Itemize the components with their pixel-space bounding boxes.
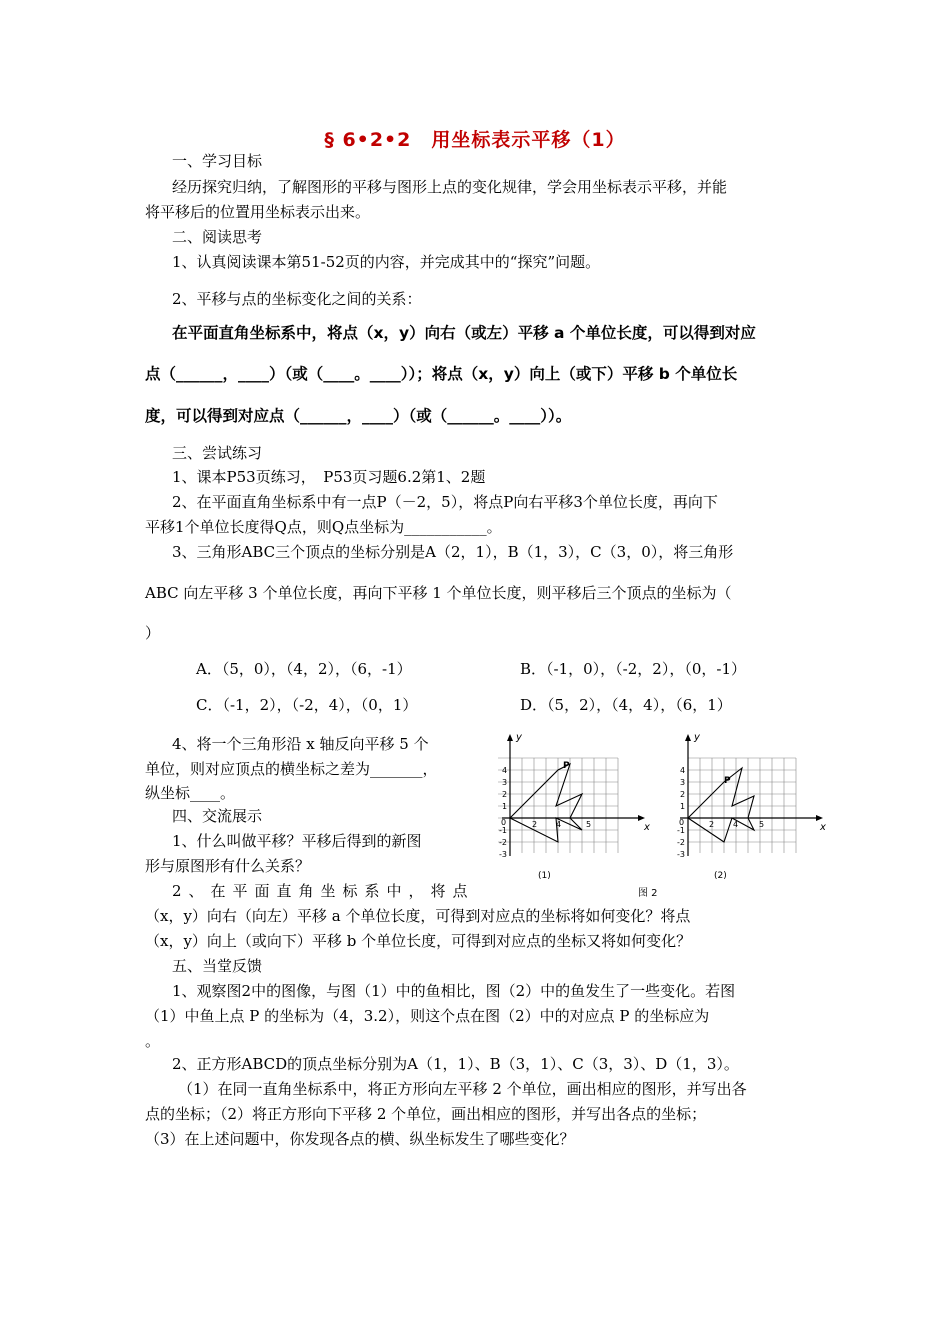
feedback-item-1-line-1: 1、观察图2中的图像，与图（1）中的鱼相比，图（2）中的鱼发生了一些变化。若图 <box>172 982 736 1000</box>
option-c: C．（-1，2），（-2，4），（0，1） <box>196 696 418 714</box>
section-heading-reading: 二、阅读思考 <box>172 228 263 246</box>
feedback-item-1-line-3: 。 <box>145 1032 161 1050</box>
y-tick: 1 <box>680 802 686 811</box>
x-axis-label-2: x <box>820 822 826 833</box>
x-tick: 2 <box>532 820 538 829</box>
x-tick: 4 <box>733 820 739 829</box>
page-title: § 6•2•2 用坐标表示平移（1） <box>324 129 626 151</box>
x-tick: 4 <box>556 820 562 829</box>
point-p-label-2: P <box>724 776 731 786</box>
discussion-item-1-line-1: 1、什么叫做平移？平移后得到的新图 <box>172 832 422 850</box>
section-heading-discussion: 四、交流展示 <box>172 807 263 825</box>
translation-rule-line-1: 在平面直角坐标系中，将点（x，y）向右（或左）平移 a 个单位长度，可以得到对应 <box>172 324 756 342</box>
origin-label-2: 0 <box>679 818 685 827</box>
feedback-item-2-line-1: 2、正方形ABCD的顶点坐标分别为A（1，1）、B（3，1）、C（3，3）、D（1，3）。 <box>172 1055 739 1073</box>
section-heading-practice: 三、尝试练习 <box>172 444 263 462</box>
y-tick: 4 <box>502 766 508 775</box>
y-tick: 1 <box>502 802 508 811</box>
feedback-item-2-line-3: 点的坐标；（2）将正方形向下平移 2 个单位，画出相应的图形，并写出各点的坐标； <box>145 1105 707 1123</box>
practice-item-4-line-1: 4、将一个三角形沿 x 轴反向平移 5 个 <box>172 735 429 753</box>
feedback-item-1-line-2: （1）中鱼上点 P 的坐标为（4，3.2），则这个点在图（2）中的对应点 P 的坐标应为 <box>145 1007 710 1025</box>
discussion-item-2-line-2: （x，y）向右（向左）平移 a 个单位长度，可得到对应点的坐标将如何变化？将点 <box>145 907 691 925</box>
discussion-item-2-line-1: 2、在平面直角坐标系中，将点 <box>172 882 475 900</box>
y-tick: -3 <box>499 850 507 859</box>
option-b: B．（-1，0），（-2，2），（0，-1） <box>520 660 746 678</box>
section-heading-goals: 一、学习目标 <box>172 152 263 170</box>
practice-item-4-line-3: 纵坐标____。 <box>145 784 236 802</box>
y-tick: 3 <box>680 778 686 787</box>
graph-1 <box>498 732 650 881</box>
option-d: D．（5，2），（4，4），（6，1） <box>520 696 732 714</box>
y-tick: -2 <box>677 838 685 847</box>
subfigure-2-label: (2) <box>714 871 727 881</box>
section-heading-feedback: 五、当堂反馈 <box>172 957 263 975</box>
origin-label-1: 0 <box>501 818 507 827</box>
discussion-item-1-line-2: 形与原图形有什么关系？ <box>145 857 311 875</box>
y-axis-label-1: y <box>516 732 522 743</box>
feedback-item-2-line-4: （3）在上述问题中，你发现各点的横、纵坐标发生了哪些变化？ <box>145 1130 575 1148</box>
practice-item-1: 1、课本P53页练习， P53页习题6.2第1、2题 <box>172 468 486 486</box>
y-tick: 2 <box>680 790 686 799</box>
fish-shape-2 <box>688 768 754 842</box>
practice-item-3-line-3: ） <box>145 624 161 642</box>
y-tick: -1 <box>499 826 507 835</box>
x-axis-label-1: x <box>644 822 650 833</box>
graph-2 <box>677 732 826 881</box>
y-tick: 3 <box>502 778 508 787</box>
practice-item-3-line-1: 3、三角形ABC三个顶点的坐标分别是A（2，1），B（1，3），C（3，0），将三角形 <box>172 543 734 561</box>
figure-caption: 图 2 <box>638 888 658 899</box>
reading-item-2: 2、平移与点的坐标变化之间的关系： <box>172 290 422 308</box>
x-tick: 5 <box>586 820 592 829</box>
feedback-item-2-line-2: （1）在同一直角坐标系中，将正方形向左平移 2 个单位，画出相应的图形，并写出各 <box>178 1080 747 1098</box>
option-a: A．（5，0），（4，2），（6，-1） <box>196 660 412 678</box>
x-tick: 5 <box>759 820 765 829</box>
grid-2 <box>688 758 796 853</box>
y-tick: -3 <box>677 850 685 859</box>
goals-text-line-2: 将平移后的位置用坐标表示出来。 <box>145 203 371 221</box>
y-tick: 2 <box>502 790 508 799</box>
practice-item-3-line-2: ABC 向左平移 3 个单位长度，再向下平移 1 个单位长度，则平移后三个顶点的坐标为（ <box>145 584 732 602</box>
practice-item-2-line-2: 平移1个单位长度得Q点，则Q点坐标为___________。 <box>145 518 502 536</box>
point-p-label-1: P <box>563 761 570 771</box>
subfigure-1-label: (1) <box>538 871 551 881</box>
practice-item-4-line-2: 单位，则对应顶点的横坐标之差为_______， <box>145 760 438 778</box>
y-tick: -1 <box>677 826 685 835</box>
translation-rule-line-3: 度，可以得到对应点（______，____）（或（______。____））。 <box>145 407 572 425</box>
y-axis-label-2: y <box>694 732 700 743</box>
translation-rule-line-2: 点（______，____）（或（____。____））；将点（x，y）向上（或下）平移 b 个单位长 <box>145 365 738 383</box>
x-tick: 2 <box>709 820 715 829</box>
goals-text-line-1: 经历探究归纳，了解图形的平移与图形上点的变化规律，学会用坐标表示平移，并能 <box>172 178 728 196</box>
figure-2-fish-translation <box>488 728 833 900</box>
y-tick: -2 <box>499 838 507 847</box>
reading-item-1: 1、认真阅读课本第51-52页的内容，并完成其中的“探究”问题。 <box>172 253 601 271</box>
discussion-item-2-line-3: （x，y）向上（或向下）平移 b 个单位长度，可得到对应点的坐标又将如何变化？ <box>145 932 692 950</box>
practice-item-2-line-1: 2、在平面直角坐标系中有一点P（－2，5），将点P向右平移3个单位长度，再向下 <box>172 493 718 511</box>
y-tick: 4 <box>680 766 686 775</box>
